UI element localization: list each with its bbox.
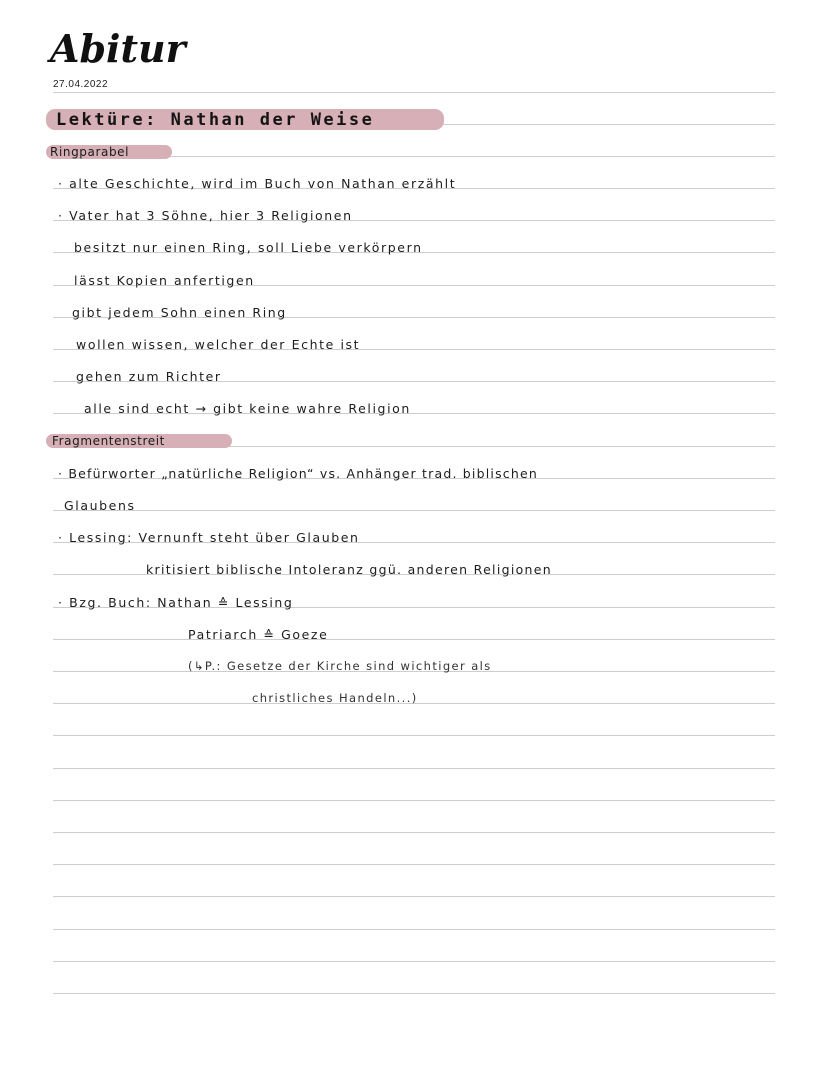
subheading-fragmentenstreit: Fragmentenstreit (52, 434, 165, 448)
note-line: christliches Handeln...) (252, 691, 418, 705)
main-heading: Lektüre: Nathan der Weise (56, 110, 375, 130)
note-line: · Lessing: Vernunft steht über Glauben (58, 530, 360, 545)
rule-line (53, 800, 775, 801)
note-line: Patriarch ≙ Goeze (188, 627, 329, 642)
note-line: · Bzg. Buch: Nathan ≙ Lessing (58, 595, 294, 610)
note-line: wollen wissen, welcher der Echte ist (76, 337, 361, 352)
note-line: lässt Kopien anfertigen (74, 273, 255, 288)
rule-line (53, 735, 775, 736)
rule-line (53, 929, 775, 930)
note-line: Glaubens (64, 498, 136, 513)
note-line: gehen zum Richter (76, 369, 222, 384)
rule-line (53, 864, 775, 865)
subheading-ringparabel: Ringparabel (50, 145, 130, 159)
note-line: · Vater hat 3 Söhne, hier 3 Religionen (58, 208, 353, 223)
note-line: gibt jedem Sohn einen Ring (72, 305, 287, 320)
rule-line (53, 510, 775, 511)
rule-line (53, 92, 775, 93)
note-line: kritisiert biblische Intoleranz ggü. anderen Religionen (146, 562, 552, 577)
rule-line (53, 961, 775, 962)
note-line: · alte Geschichte, wird im Buch von Nathan erzählt (58, 176, 457, 191)
note-line: alle sind echt → gibt keine wahre Religion (84, 401, 411, 416)
rule-line (53, 896, 775, 897)
rule-line (53, 993, 775, 994)
rule-line (53, 768, 775, 769)
page-title: Abitur (50, 26, 186, 71)
note-line: · Befürworter „natürliche Religion“ vs. Anhänger trad. biblischen (58, 466, 539, 481)
note-line: (↳P.: Gesetze der Kirche sind wichtiger als (188, 659, 492, 673)
note-line: besitzt nur einen Ring, soll Liebe verkörpern (74, 240, 423, 255)
rule-line (53, 832, 775, 833)
rule-line (53, 639, 775, 640)
page-date: 27.04.2022 (53, 79, 109, 90)
